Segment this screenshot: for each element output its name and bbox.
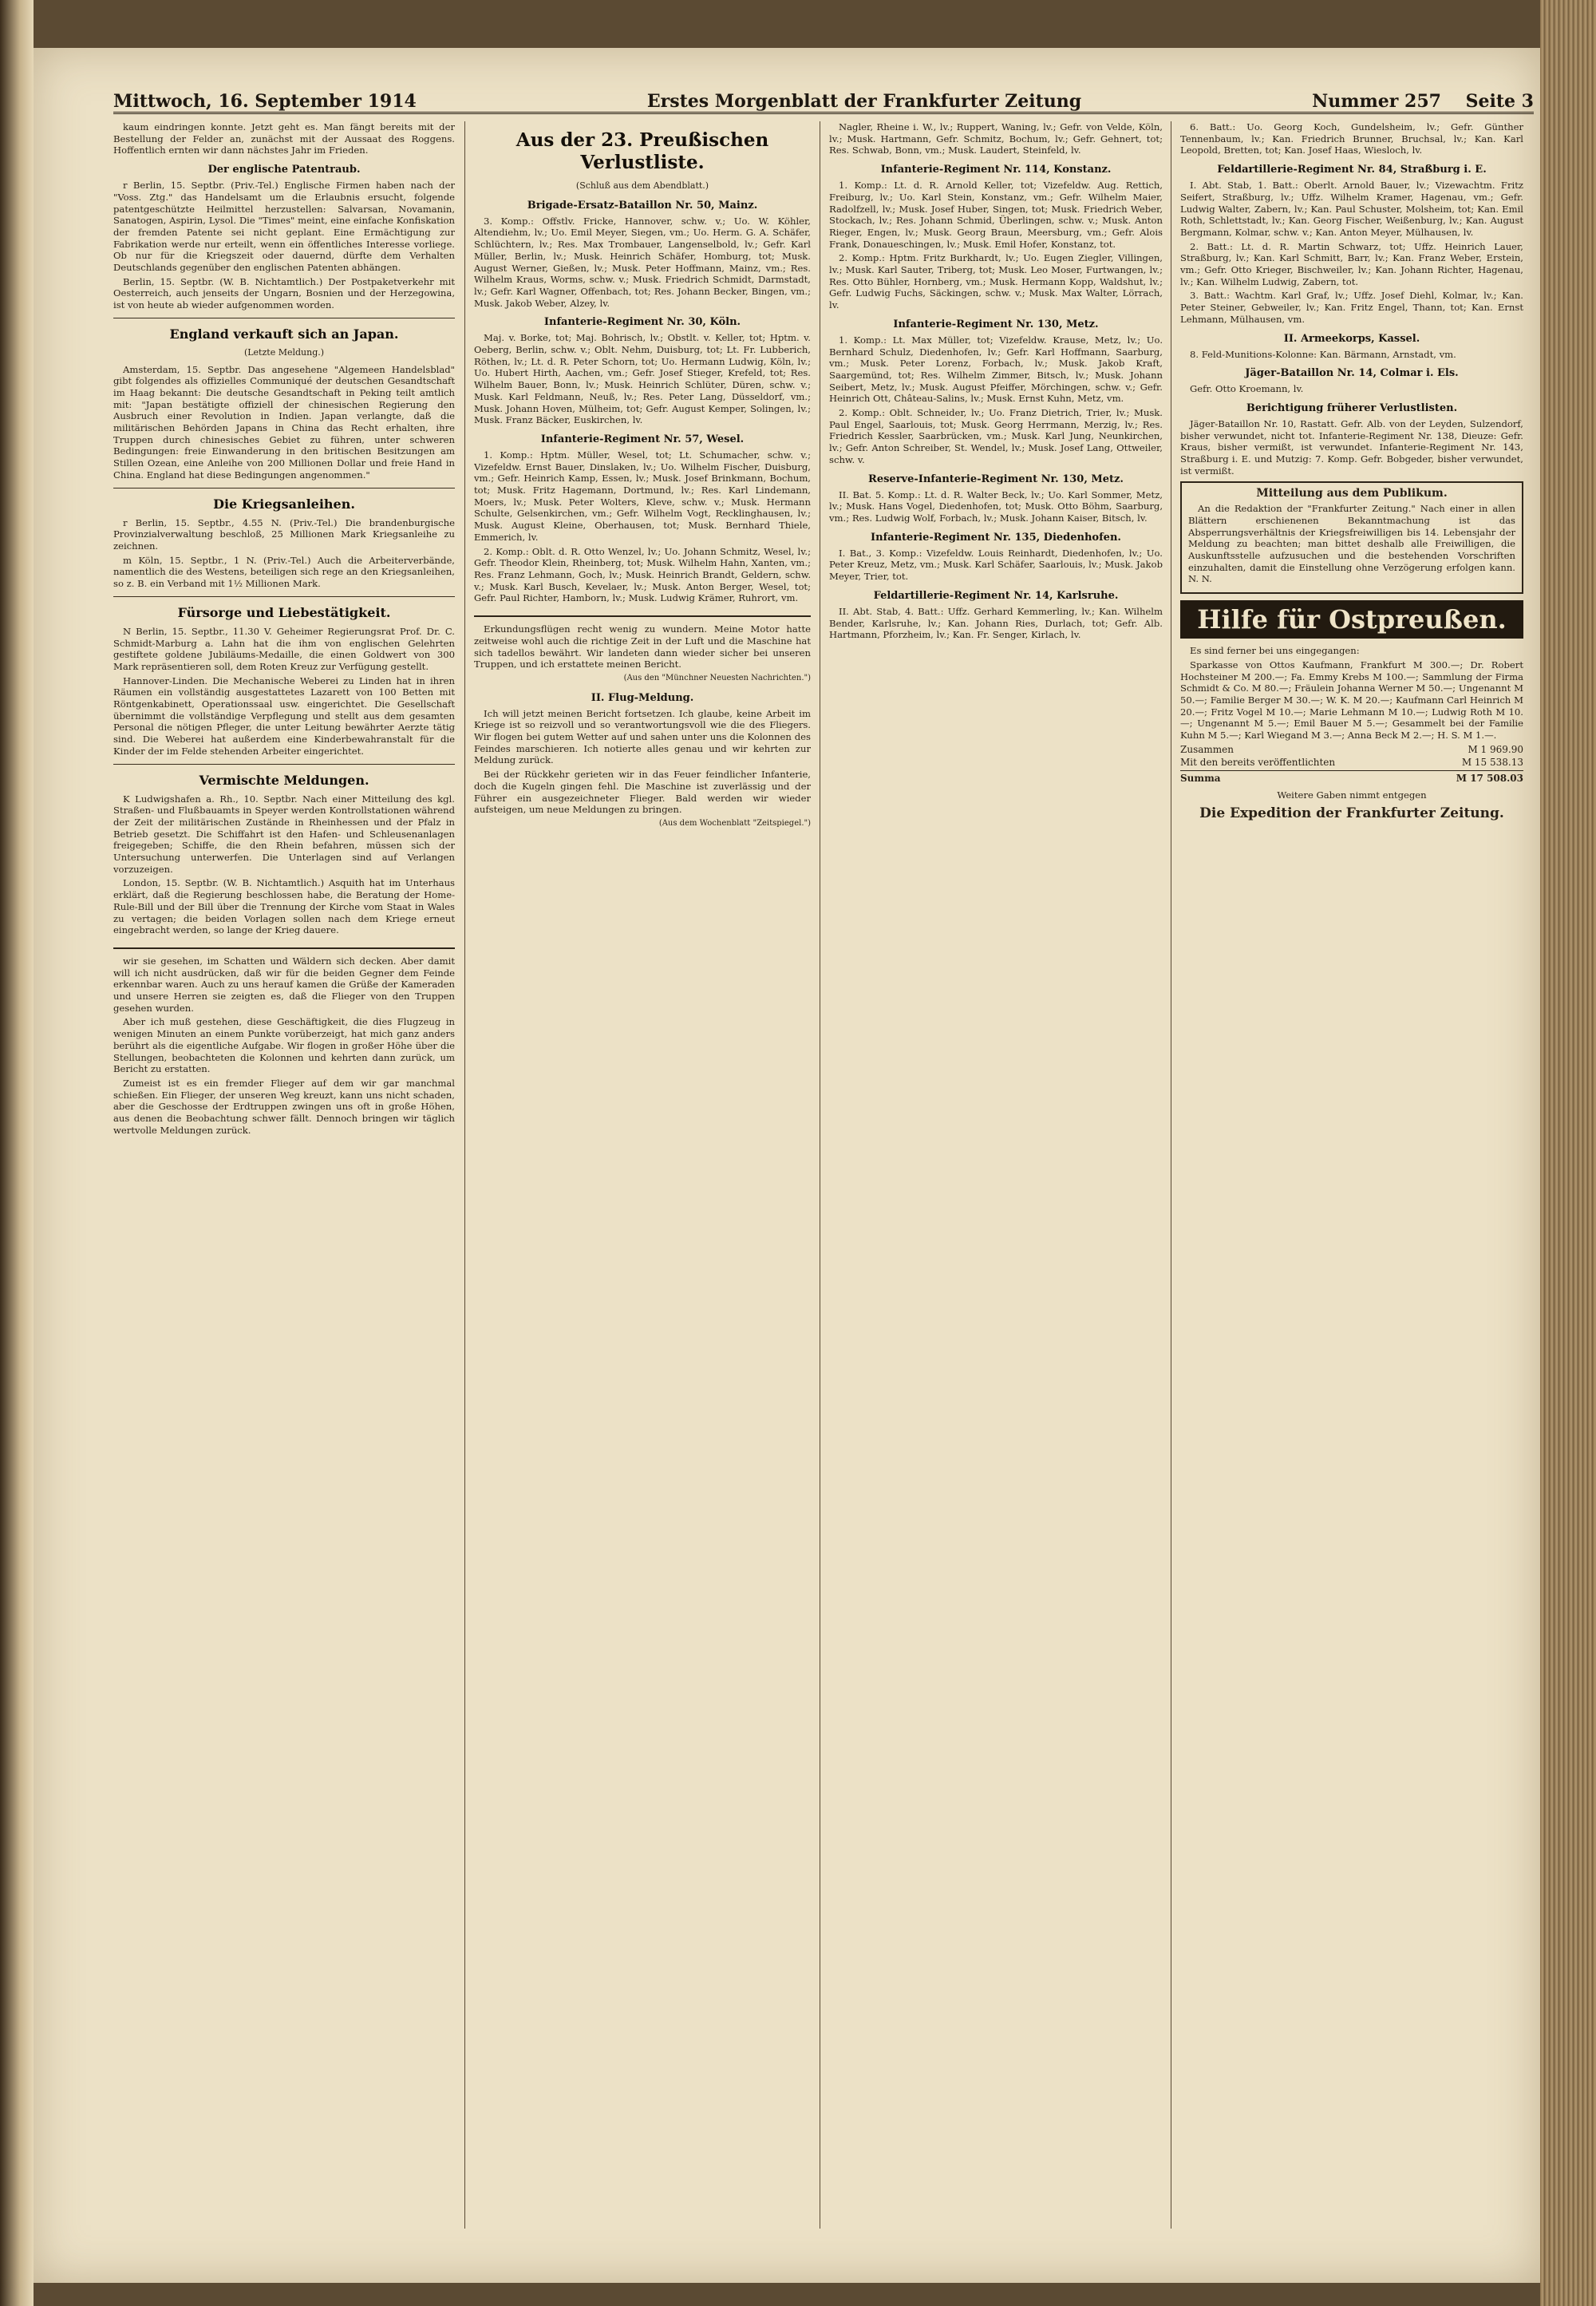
header-date: Mittwoch, 16. September 1914 (113, 91, 417, 112)
previous-value: M 15 538.13 (1461, 757, 1523, 769)
unit-heading: Infanterie-Regiment Nr. 130, Metz. (893, 318, 1099, 330)
casualty-list: Gefr. Otto Kroemann, lv. (1190, 383, 1304, 395)
casualty-list: 2. Batt.: Lt. d. R. Martin Schwarz, tot; Uffz. Heinrich Lauer, Straßburg, lv.; Kan. Karl Schmitt, Barr, lv.; Kan. Franz Weber, Erstein, vm.; Gefr. Otto Krieger, Bischweiler, lv.; Kan. Johann Richter, Hagenau, lv.; Kan. Wilhelm Ludwig, Zabern, tot. (1180, 240, 1523, 287)
donations-list: Sparkasse von Ottos Kaufmann, Frankfurt M 300.—; Dr. Robert Hochsteiner M 200.—; Fa. Emmy Krebs M 100.—; Sammlung der Firma Schmidt & Co. M 80.—; Fräulein Johanna Werner M 50.—; Ungenannt M 50.—; Familie Berger M 30.—; W. K. M 20.—; Kaufmann Carl Heinrich M 20.—; Fritz Vogel M 10.—; Marie Lehmann M 10.—; Ludwig Roth M 10.—; Ungenannt M 5.—; Emil Bauer M 5.—; Gesammelt bei der Familie Kuhn M 5.—; Karl Wiegand M 3.—; Anna Beck M 2.—; H. S. M 1.—. (1180, 659, 1523, 742)
column-2 (474, 121, 811, 2245)
england-paragraph: Amsterdam, 15. Septbr. Das angesehene "Algemeen Handelsblad" gibt folgendes als offizielles Communiqué der deutschen Gesandtschaft im Haag bekannt: Die deutsche Gesandtschaft in Peking teilt amtlich mit: "Japan bestätigte offiziell der chinesischen Regierung den Ausbruch einer Revolution in Indien. Japan verlangte, daß die militärischen Behörden Japans in China das Recht erhalten, ihre Truppen durch chinesisches Gebiet zu führen, unter schweren Bedingungen: freie Einwanderung in den britischen Besitzungen am Stillen Ozean, eine Anleihe von 200 Millionen Dollar und freie Hand in China. England hat diese Bedingungen angenommen." (113, 363, 455, 481)
misc-headline: Vermischte Meldungen. (199, 772, 369, 788)
header-masthead: Erstes Morgenblatt der Frankfurter Zeitung (646, 91, 1082, 112)
corrections-heading: Berichtigung früherer Verlustlisten. (1246, 401, 1458, 414)
column-3 (829, 121, 1163, 2245)
unit-heading: Reserve-Infanterie-Regiment Nr. 130, Metz. (868, 473, 1124, 485)
feuilleton-rule (113, 947, 455, 949)
misc-paragraph-1: K Ludwigshafen a. Rh., 10. Septbr. Nach einer Mitteilung des kgl. Straßen- und Flußbauamts in Speyer werden Kontrollstationen während der Zeit der militärischen Zustände in Rheinhessen und der Pfalz in Betrieb gesetzt. Die Schiffahrt ist den Hafen- und Schleusenanlagen freigegeben; Schiffe, die den Rhein befahren, müssen sich der Untersuchung unterwerfen. Die Unterlagen sind auf Verlangen vorzuzeigen. (113, 793, 455, 875)
section-rule (113, 764, 455, 765)
source-credit: (Aus dem Wochenblatt "Zeitspiegel.") (658, 818, 811, 828)
expedition-signature: Die Expedition der Frankfurter Zeitung. (1199, 805, 1504, 821)
welfare-paragraph-1: N Berlin, 15. Septbr., 11.30 V. Geheimer Regierungsrat Prof. Dr. C. Schmidt-Marburg a. Lahn hat die ihm von englischen Gelehrten gestiftete goldene Jubiläums-Medaille, die einen Goldwert von 300 Mark repräsentieren soll, dem Roten Kreuz zur Verfügung gestellt. (113, 625, 455, 672)
loans-headline: Die Kriegsanleihen. (213, 496, 355, 512)
casualty-list: Maj. v. Borke, tot; Maj. Bohrisch, lv.; Obstlt. v. Keller, tot; Hptm. v. Oeberg, Berlin, schw. v.; Oblt. Nehm, Duisburg, tot; Lt. Fr. Lubberich, Röthen, lv.; Lt. d. R. Peter Schorn, tot; Uo. Hermann Ludwig, Köln, lv.; Uo. Hubert Hirth, Aachen, vm.; Gefr. Josef Stieger, Krefeld, tot; Res. Wilhelm Bauer, Bonn, lv.; Musk. Heinrich Schlüter, Düren, schw. v.; Musk. Karl Feldmann, Neuß, lv.; Res. Peter Lang, Düsseldorf, vm.; Musk. Johann Hoven, Mülheim, tot; Gefr. August Kemper, Solingen, lv.; Musk. Franz Bäcker, Euskirchen, lv. (474, 332, 811, 426)
england-headline: England verkauft sich an Japan. (169, 326, 399, 342)
casualty-list: Nagler, Rheine i. W., lv.; Ruppert, Waning, lv.; Gefr. von Velde, Köln, lv.; Musk. Hartmann, Gefr. Schmitz, Bochum, lv.; Gefr. Gehnert, tot; Res. Schwab, Bonn, vm.; Musk. Laudert, Steinfeld, lv. (829, 121, 1163, 156)
header-page-number (1312, 91, 1534, 112)
source-credit: (Aus den "Münchner Neuesten Nachrichten.") (623, 673, 811, 682)
casualty-list: 2. Komp.: Oblt. Schneider, lv.; Uo. Franz Dietrich, Trier, lv.; Musk. Paul Engel, Saarlouis, tot; Musk. Georg Herrmann, Merzig, lv.; Res. Friedrich Kessler, Saarbrücken, vm.; Musk. Karl Jung, Neunkirchen, lv.; Gefr. Anton Schreiber, St. Wendel, lv.; Musk. Josef Lang, Ottweiler, schw. v. (829, 407, 1163, 465)
casualty-list: 2. Komp.: Oblt. d. R. Otto Wenzel, lv.; Uo. Johann Schmitz, Wesel, lv.; Gefr. Theodor Klein, Rheinberg, tot; Musk. Wilhelm Hahn, Xanten, vm.; Res. Franz Lehmann, Goch, lv.; Musk. Heinrich Brandt, Geldern, schw. v.; Musk. Karl Busch, Kevelaer, lv.; Musk. Anton Berger, Wesel, tot; Gefr. Paul Richter, Hamborn, lv.; Musk. Ludwig Krämer, Ruhrort, vm. (474, 545, 811, 604)
story-paragraph-3: Zumeist ist es ein fremder Flieger auf dem wir gar manchmal schießen. Ein Flieger, der unseren Weg kreuzt, kann uns nicht schaden, aber die Geschosse der Erdtruppen zwingen uns oft in große Höhen, aus denen die Beobachtung schwer fällt. Dennoch bringen wir täglich wertvolle Meldungen zurück. (113, 1078, 455, 1136)
east-prussia-banner: Hilfe für Ostpreußen. (1180, 600, 1523, 639)
unit-heading: Infanterie-Regiment Nr. 30, Köln. (543, 316, 741, 329)
unit-heading: Infanterie-Regiment Nr. 57, Wesel. (540, 433, 745, 445)
donations-closing: Weitere Gaben nimmt entgegen (1277, 789, 1427, 801)
casualty-list: 3. Batt.: Wachtm. Karl Graf, lv.; Uffz. Josef Diehl, Kolmar, lv.; Kan. Peter Steiner, Gebweiler, lv.; Kan. Fritz Engel, Thann, tot; Kan. Ernst Lehmann, Mülhausen, vm. (1180, 290, 1523, 325)
casualty-list: II. Abt. Stab, 4. Batt.: Uffz. Gerhard Kemmerling, lv.; Kan. Wilhelm Bender, Karlsruhe, lv.; Kan. Johann Ries, Durlach, tot; Gefr. Alb. Hartmann, Pforzheim, lv.; Kan. Fr. Senger, Kirlach, lv. (829, 605, 1163, 641)
flight-report-text: Erkundungsflügen recht wenig zu wundern. Meine Motor hatte zeitweise wohl auch die richtige Zeit in der Luft und die Maschine hat sich tadellos bewährt. Wir landeten dann wieder sicher bei unseren Truppen, und ich erstattete meinen Bericht. (474, 623, 811, 670)
unit-heading: Jäger-Bataillon Nr. 14, Colmar i. Els. (1245, 367, 1459, 380)
story-paragraph-2: Aber ich muß gestehen, diese Geschäftigkeit, die dies Flugzeug in wenigen Minuten an einem Punkte vorüberzeigt, hat mich ganz anders berührt als die eigentliche Aufgabe. Wir flogen in großer Höhe über die Stellungen, beobachteten die Kolonnen und kehrten dann zurück, um Bericht zu erstatten. (113, 1016, 455, 1075)
casualty-list: 8. Feld-Munitions-Kolonne: Kan. Bärmann, Arnstadt, vm. (1190, 348, 1456, 360)
unit-heading: Feldartillerie-Regiment Nr. 84, Straßburg i. E. (1217, 164, 1487, 176)
donations-subtotal-row (1180, 744, 1523, 756)
patent-headline: Der englische Patentraub. (207, 164, 361, 176)
patent-paragraph-2: Berlin, 15. Septbr. (W. B. Nichtamtlich.) Der Postpaketverkehr mit Oesterreich, auch jenseits der Ungarn, Bosnien und der Herzegowina, ist von heute ab wieder aufgenommen worden. (113, 275, 455, 311)
casualty-list: 1. Komp.: Lt. d. R. Arnold Keller, tot; Vizefeldw. Aug. Rettich, Freiburg, lv.; Uo. Karl Stein, Konstanz, vm.; Gefr. Wilhelm Maier, Radolfzell, lv.; Musk. Josef Huber, Singen, tot; Musk. Friedrich Weber, Stockach, lv.; Res. Johann Schmid, Überlingen, schw. v.; Musk. Anton Rieger, Engen, lv.; Musk. Georg Braun, Meersburg, vm.; Gefr. Alois Frank, Donaueschingen, lv.; Musk. Emil Hofer, Konstanz, tot. (829, 180, 1163, 250)
welfare-paragraph-2: Hannover-Linden. Die Mechanische Weberei zu Linden hat in ihren Räumen ein vollständig ausgestattetes Lazarett von 100 Betten mit Röntgenkabinett, Operationssaal usw. eingerichtet. Die Gesellschaft übernimmt die vollständige Verpflegung und stellt aus dem gesamten Personal die nötigen Pfleger, die unter Leitung bewährter Aerzte tätig sind. Die Weberei hat außerdem eine Kinderbewahranstalt für die Kinder der im Felde stehenden Arbeiter eingerichtet. (113, 674, 455, 757)
book-page-edges (1540, 0, 1596, 2306)
casualty-list: I. Bat., 3. Komp.: Vizefeldw. Louis Reinhardt, Diedenhofen, lv.; Uo. Peter Kreuz, Metz, vm.; Musk. Karl Schäfer, Saarlouis, lv.; Musk. Jakob Meyer, Trier, tot. (829, 547, 1163, 583)
casualty-list: I. Abt. Stab, 1. Batt.: Oberlt. Arnold Bauer, lv.; Vizewachtm. Fritz Seifert, Straßburg, lv.; Uffz. Wilhelm Kramer, Hagenau, vm.; Gefr. Ludwig Walter, Zabern, lv.; Kan. Paul Schuster, Molsheim, tot; Kan. Emil Roth, Schlettstadt, lv.; Kan. Georg Fischer, Weißenburg, lv.; Kan. August Bergmann, Kolmar, schw. v.; Kan. Anton Meyer, Mülhausen, lv. (1180, 180, 1523, 238)
corrections-list: Jäger-Bataillon Nr. 10, Rastatt. Gefr. Alb. von der Leyden, Sulzendorf, bisher verwundet, nicht tot. Infanterie-Regiment Nr. 138, Dieuze: Gefr. Kraus, bisher vermißt, ist verwundet. Infanterie-Regiment Nr. 143, Straßburg i. E. und Mutzig: 7. Komp. Gefr. Bobgeder, bisher verwundet, ist vermißt. (1180, 417, 1523, 477)
total-label: Summa (1180, 773, 1221, 785)
header-number: Nummer 257 (1312, 91, 1441, 112)
flight-report-headline: II. Flug-Meldung. (591, 691, 694, 704)
misc-paragraph-2: London, 15. Septbr. (W. B. Nichtamtlich.) Asquith hat im Unterhaus erklärt, daß die Regierung beschlossen habe, die Beratung der Home-Rule-Bill und der Bill über die Trennung der Kirche vom Staat in Wales zu vertagen; die beiden Vorlagen sollen nach dem Kriege erneut eingebracht werden, so lange der Krieg dauere. (113, 877, 455, 936)
column-divider (464, 121, 465, 2229)
unit-heading: Infanterie-Regiment Nr. 135, Diedenhofen. (871, 531, 1121, 544)
unit-heading: Infanterie-Regiment Nr. 114, Konstanz. (880, 164, 1112, 176)
book-gutter (0, 0, 34, 2306)
feuilleton-rule (474, 615, 811, 617)
patent-paragraph-1: r Berlin, 15. Septbr. (Priv.-Tel.) Englische Firmen haben nach der "Voss. Ztg." das Handelsamt um die Erlaubnis ersucht, folgende patentgeschützte Heilmittel herzustellen: Salvarsan, Novamanin, Sanatogen, Aspirin, Lysol. Die "Times" meint, eine einfache Konfiskation der fremden Patente sei nicht geplant. Eine Ermächtigung zur Fabrikation werde nur erteilt, wenn ein öffentliches Interesse vorliege. Ob nur für die Kriegszeit oder dauernd, dürfte dem Verhalten Deutschlands gegenüber den englischen Patenten abhängen. (113, 180, 455, 274)
casualty-list: II. Bat. 5. Komp.: Lt. d. R. Walter Beck, lv.; Uo. Karl Sommer, Metz, lv.; Musk. Hans Vogel, Diedenhofen, tot; Musk. Otto Böhm, Saarburg, vm.; Res. Ludwig Wolf, Forbach, lv.; Musk. Johann Kaiser, Bitsch, lv. (829, 488, 1163, 524)
subtotal-value: M 1 969.90 (1468, 743, 1523, 755)
story-paragraph-1: wir sie gesehen, im Schatten und Wäldern sich decken. Aber damit will ich nicht ausdrücken, daß wir für die beiden Gegner dem Feinde erkennbar waren. Auch zu uns herauf kamen die Grüße der Kameraden und unsere Herren sie zeigten es, daß die Flieger von den Truppen gesehen wurden. (113, 955, 455, 1014)
public-notice-text: An die Redaktion der "Frankfurter Zeitung." Nach einer in allen Blättern erschienenen Bekanntmachung ist das Absperrungsverhältnis der Kriegsfreiwilligen bis 14. Lebensjahr der Meldung zu beachten; man bittet deshalb alle Freiwilligen, die Auskunftsstelle aufzusuchen und die bestehenden Vorschriften einzuhalten, damit die Einstellung ohne Verzögerung erfolgen kann. N. N. (1188, 503, 1515, 585)
loans-paragraph-1: r Berlin, 15. Septbr., 4.55 N. (Priv.-Tel.) Die brandenburgische Provinzialverwaltung beschloß, 25 Millionen Mark Kriegsanleihe zu zeichnen. (113, 516, 455, 552)
column-1 (113, 121, 455, 2245)
column-4 (1180, 121, 1523, 2245)
previous-label: Mit den bereits veröffentlichten (1180, 757, 1336, 769)
unit-heading: II. Armeekorps, Kassel. (1283, 332, 1420, 345)
public-notice-headline: Mitteilung aus dem Publikum. (1256, 487, 1448, 500)
total-value: M 17 508.03 (1456, 773, 1523, 785)
casualty-list: 3. Komp.: Offstlv. Fricke, Hannover, schw. v.; Uo. W. Köhler, Altendiehm, lv.; Uo. Emil Meyer, Siegen, vm.; Uo. Herm. G. A. Schäfer, Schlüchtern, lv.; Res. Max Trombauer, Langenselbold, lv.; Gefr. Karl Müller, Berlin, lv.; Musk. Heinrich Schäfer, Homburg, tot; Musk. August Werner, Gießen, lv.; Musk. Peter Hoffmann, Mainz, vm.; Res. Wilhelm Kraus, Worms, schw. v.; Musk. Friedrich Schmidt, Darmstadt, lv.; Gefr. Karl Wagner, Offenbach, tot; Res. Johann Becker, Bingen, vm.; Musk. Jakob Weber, Alzey, lv. (474, 215, 811, 309)
flight-report-paragraph-1: Ich will jetzt meinen Bericht fortsetzen. Ich glaube, keine Arbeit im Kriege ist so reizvoll und so verantwortungsvoll wie die des Fliegers. Wir flogen bei gutem Wetter auf und sahen unter uns die Kolonnen des Feindes marschieren. Ich notierte alles genau und wir kehrten zur Meldung zurück. (474, 707, 811, 766)
casualty-list: 2. Komp.: Hptm. Fritz Burkhardt, lv.; Uo. Eugen Ziegler, Villingen, lv.; Musk. Karl Sauter, Triberg, tot; Musk. Leo Moser, Furtwangen, lv.; Res. Otto Bühler, Hornberg, vm.; Musk. Hermann Kopp, Waldshut, lv.; Gefr. Ludwig Fuchs, Säckingen, schw. v.; Musk. Max Walter, Lörrach, lv. (829, 252, 1163, 311)
welfare-headline: Fürsorge und Liebestätigkeit. (177, 604, 391, 620)
england-subheadline: (Letzte Meldung.) (243, 346, 325, 358)
loss-list-subheadline: (Schluß aus dem Abendblatt.) (575, 180, 709, 191)
page-header (113, 77, 1534, 114)
subtotal-label: Zusammen (1180, 743, 1234, 755)
public-notice-box (1180, 481, 1523, 594)
newspaper-page (34, 48, 1540, 2283)
casualty-list: 6. Batt.: Uo. Georg Koch, Gundelsheim, lv.; Gefr. Günther Tennenbaum, lv.; Kan. Friedrich Brunner, Bruchsal, lv.; Kan. Karl Leopold, Bretten, tot; Kan. Josef Haas, Wiesloch, lv. (1180, 121, 1523, 156)
header-page: Seite 3 (1465, 91, 1534, 112)
unit-heading: Brigade-Ersatz-Bataillon Nr. 50, Mainz. (527, 199, 758, 212)
loss-list-headline: Aus der 23. Preußischen Verlustliste. (516, 129, 769, 173)
intro-text: kaum eindringen konnte. Jetzt geht es. Man fängt bereits mit der Bestellung der Felder an, zunächst mit der Aussaat des Roggens. Hoffentlich ernten wir dann nächstes Jahr im Frieden. (113, 121, 455, 156)
donations-total-row (1180, 770, 1523, 785)
loans-paragraph-2: m Köln, 15. Septbr., 1 N. (Priv.-Tel.) Auch die Arbeiterverbände, namentlich die des Westens, beteiligen sich rege an den Kriegsanleihen, so z. B. ein Verband mit 1½ Millionen Mark. (113, 554, 455, 590)
donations-previous-row (1180, 757, 1523, 769)
flight-report-paragraph-2: Bei der Rückkehr gerieten wir in das Feuer feindlicher Infanterie, doch die Kugeln gingen fehl. Die Maschine ist zuverlässig und der Führer ein ausgezeichneter Flieger. Bald werden wir wieder aufsteigen, um neue Meldungen zu bringen. (474, 769, 811, 816)
section-rule (113, 596, 455, 597)
casualty-list: 1. Komp.: Lt. Max Müller, tot; Vizefeldw. Krause, Metz, lv.; Uo. Bernhard Schulz, Diedenhofen, lv.; Gefr. Karl Hoffmann, Saarburg, vm.; Musk. Peter Lorenz, Forbach, lv.; Musk. Jakob Kraft, Saargemünd, tot; Res. Wilhelm Zimmer, Bitsch, lv.; Musk. Johann Seibert, Metz, lv.; Musk. August Pfeiffer, Mörchingen, schw. v.; Gefr. Heinrich Ott, Château-Salins, lv.; Musk. Ernst Kuhn, Metz, vm. (829, 334, 1163, 405)
casualty-list: 1. Komp.: Hptm. Müller, Wesel, tot; Lt. Schumacher, schw. v.; Vizefeldw. Ernst Bauer, Dinslaken, lv.; Uo. Wilhelm Fischer, Duisburg, vm.; Gefr. Heinrich Kamp, Essen, lv.; Musk. Josef Brinkmann, Bochum, tot; Musk. Fritz Hagemann, Dortmund, lv.; Res. Karl Lindemann, Moers, lv.; Musk. Peter Wolters, Kleve, schw. v.; Musk. Hermann Schulte, Gelsenkirchen, vm.; Gefr. Wilhelm Vogt, Recklinghausen, lv.; Musk. August Kleine, Oberhausen, tot; Musk. Bernhard Thiele, Emmerich, lv. (474, 449, 811, 543)
donations-intro: Es sind ferner bei uns eingegangen: (1190, 645, 1360, 657)
unit-heading: Feldartillerie-Regiment Nr. 14, Karlsruhe. (873, 589, 1119, 602)
